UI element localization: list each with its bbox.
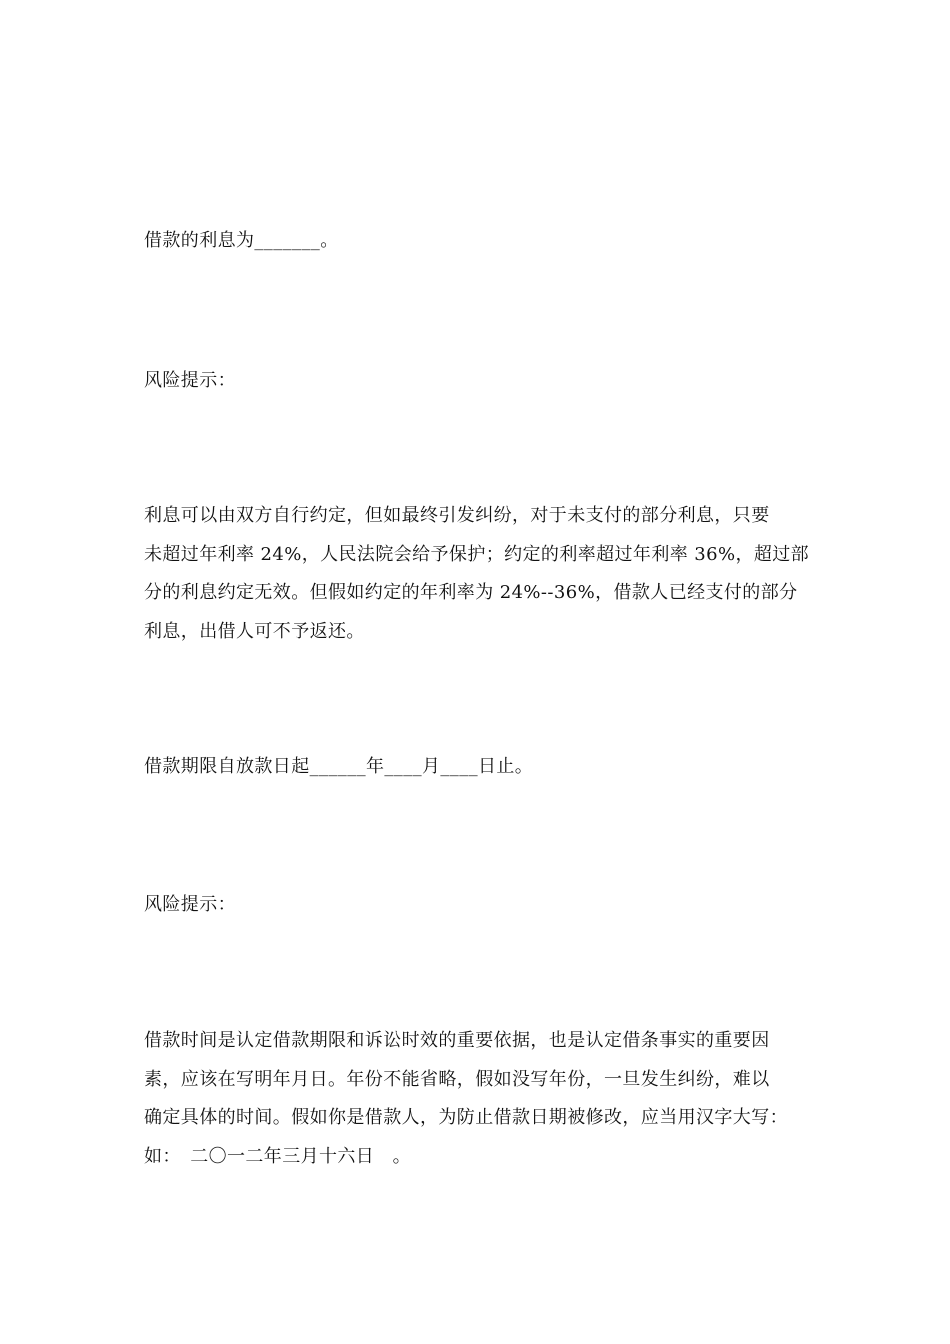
paragraph-line: 素，应该在写明年月日。年份不能省略，假如没写年份，一旦发生纠纷，难以 [144,1068,770,1090]
risk-heading-2: 风险提示： [144,894,236,915]
paragraph-line: 利息可以由双方自行约定，但如最终引发纠纷，对于未支付的部分利息，只要 [144,505,770,526]
paragraph-line: 如： 二〇一二年三月十六日 。 [144,1145,411,1167]
term-line: 借款期限自放款日起______年____月____日止。 [144,756,534,777]
paragraph-line: 未超过年利率 24%，人民法院会给予保护；约定的利率超过年利率 36%，超过部 [144,543,810,565]
paragraph-line: 分的利息约定无效。但假如约定的年利率为 24%--36%，借款人已经支付的部分 [144,582,798,603]
paragraph-line: 借款时间是认定借款期限和诉讼时效的重要依据，也是认定借条事实的重要因 [144,1030,770,1051]
paragraph-line: 确定具体的时间。假如你是借款人，为防止借款日期被修改，应当用汉字大写： [144,1107,788,1128]
paragraph-line: 利息，出借人可不予返还。 [144,620,365,642]
risk-heading-1: 风险提示： [144,370,236,391]
interest-paragraph [144,497,814,651]
interest-line: 借款的利息为_______。 [144,230,339,251]
date-paragraph [144,1022,814,1176]
